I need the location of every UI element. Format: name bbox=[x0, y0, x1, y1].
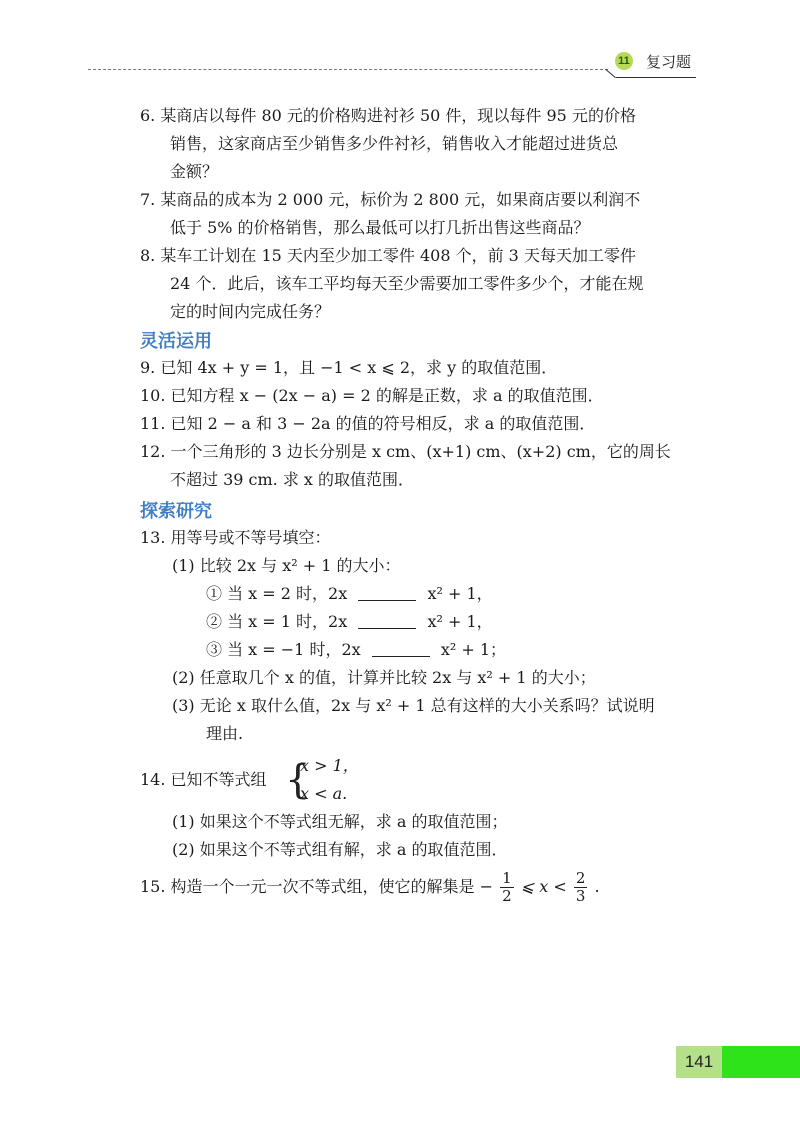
problem-14-part-1: (1) 如果这个不等式组无解，求 a 的取值范围； bbox=[172, 812, 508, 831]
system-brace: { bbox=[285, 757, 311, 803]
fraction-one-half bbox=[500, 870, 514, 905]
problem-8-line-3: 定的时间内完成任务？ bbox=[170, 302, 331, 321]
problem-15-end: . bbox=[594, 877, 600, 896]
fraction-2-numerator: 2 bbox=[575, 869, 586, 887]
problem-13-case-3 bbox=[206, 636, 506, 664]
header-underline bbox=[616, 77, 696, 78]
header-divider bbox=[88, 69, 608, 70]
problem-11: 11. 已知 2 − a 和 3 − 2a 的值的符号相反，求 a 的取值范围． bbox=[140, 414, 596, 433]
problem-12-line-2: 不超过 39 cm. 求 x 的取值范围． bbox=[170, 470, 415, 489]
problem-13-part-2: (2) 任意取几个 x 的值，计算并比较 2x 与 x² + 1 的大小； bbox=[172, 668, 596, 687]
problem-8-line-1: 8. 某车工计划在 15 天内至少加工零件 408 个，前 3 天每天加工零件 bbox=[140, 246, 636, 265]
problem-6-line-2: 销售，这家商店至少销售多少件衬衫，销售收入才能超过进货总 bbox=[170, 134, 619, 153]
chapter-title: 复习题 bbox=[646, 53, 692, 71]
problem-9: 9. 已知 4x + y = 1，且 −1 < x ⩽ 2，求 y 的取值范围． bbox=[140, 358, 558, 377]
problem-15 bbox=[140, 870, 600, 905]
problem-10: 10. 已知方程 x − (2x − a) = 2 的解是正数，求 a 的取值范围． bbox=[140, 386, 604, 405]
page-number-box bbox=[676, 1046, 800, 1078]
header-divider-slant bbox=[605, 69, 616, 78]
problem-13-part-1: (1) 比较 2x 与 x² + 1 的大小： bbox=[172, 556, 401, 575]
problem-13-case-2 bbox=[206, 608, 493, 636]
problem-13-stem: 13. 用等号或不等号填空： bbox=[140, 528, 331, 547]
problem-7-line-1: 7. 某商品的成本为 2 000 元，标价为 2 800 元，如果商店要以利润不 bbox=[140, 190, 641, 209]
fraction-two-thirds bbox=[574, 870, 588, 905]
problem-15-stem: 15. 构造一个一元一次不等式组，使它的解集是 − bbox=[140, 877, 494, 896]
answer-blank-3[interactable] bbox=[372, 640, 430, 657]
case-2-right: x² + 1， bbox=[427, 612, 493, 631]
case-1-right: x² + 1， bbox=[427, 584, 493, 603]
answer-blank-2[interactable] bbox=[358, 612, 416, 629]
problem-8-line-2: 24 个．此后，该车工平均每天至少需要加工零件多少个，才能在规 bbox=[170, 274, 644, 293]
problem-14-stem: 14. 已知不等式组 bbox=[140, 770, 267, 789]
problem-13-case-1 bbox=[206, 580, 493, 608]
case-1-left: ① 当 x = 2 时，2x bbox=[206, 584, 348, 603]
fraction-1-denominator: 2 bbox=[502, 887, 512, 905]
case-3-left: ③ 当 x = −1 时，2x bbox=[206, 640, 361, 659]
fraction-1-numerator: 1 bbox=[502, 869, 512, 887]
problem-6-line-1: 6. 某商店以每件 80 元的价格购进衬衫 50 件，现以每件 95 元的价格 bbox=[140, 106, 636, 125]
page-color-bar bbox=[722, 1046, 800, 1078]
section-title-flexible: 灵活运用 bbox=[140, 331, 212, 352]
case-3-right: x² + 1； bbox=[440, 640, 507, 659]
problem-13-part-3-line-2: 理由. bbox=[206, 724, 244, 743]
section-title-explore: 探索研究 bbox=[140, 501, 212, 522]
problem-14-part-2: (2) 如果这个不等式组有解，求 a 的取值范围． bbox=[172, 840, 508, 859]
page-number: 141 bbox=[684, 1052, 714, 1071]
problem-7-line-2: 低于 5% 的价格销售，那么最低可以打几折出售这些商品？ bbox=[170, 218, 590, 237]
chapter-number-badge: 11 bbox=[615, 52, 633, 70]
fraction-2-denominator: 3 bbox=[575, 887, 586, 905]
answer-blank-1[interactable] bbox=[358, 584, 416, 601]
problem-15-middle: ⩽ x < bbox=[520, 877, 567, 896]
inequality-2: x < a. bbox=[300, 784, 348, 803]
problem-12-line-1: 12. 一个三角形的 3 边长分别是 x cm、(x+1) cm、(x+2) cm，它的周长 bbox=[140, 442, 671, 461]
inequality-1: x > 1， bbox=[300, 756, 359, 775]
case-2-left: ② 当 x = 1 时，2x bbox=[206, 612, 348, 631]
problem-13-part-3-line-1: (3) 无论 x 取什么值，2x 与 x² + 1 总有这样的大小关系吗？试说明 bbox=[172, 696, 655, 715]
problem-6-line-3: 金额？ bbox=[170, 162, 219, 181]
